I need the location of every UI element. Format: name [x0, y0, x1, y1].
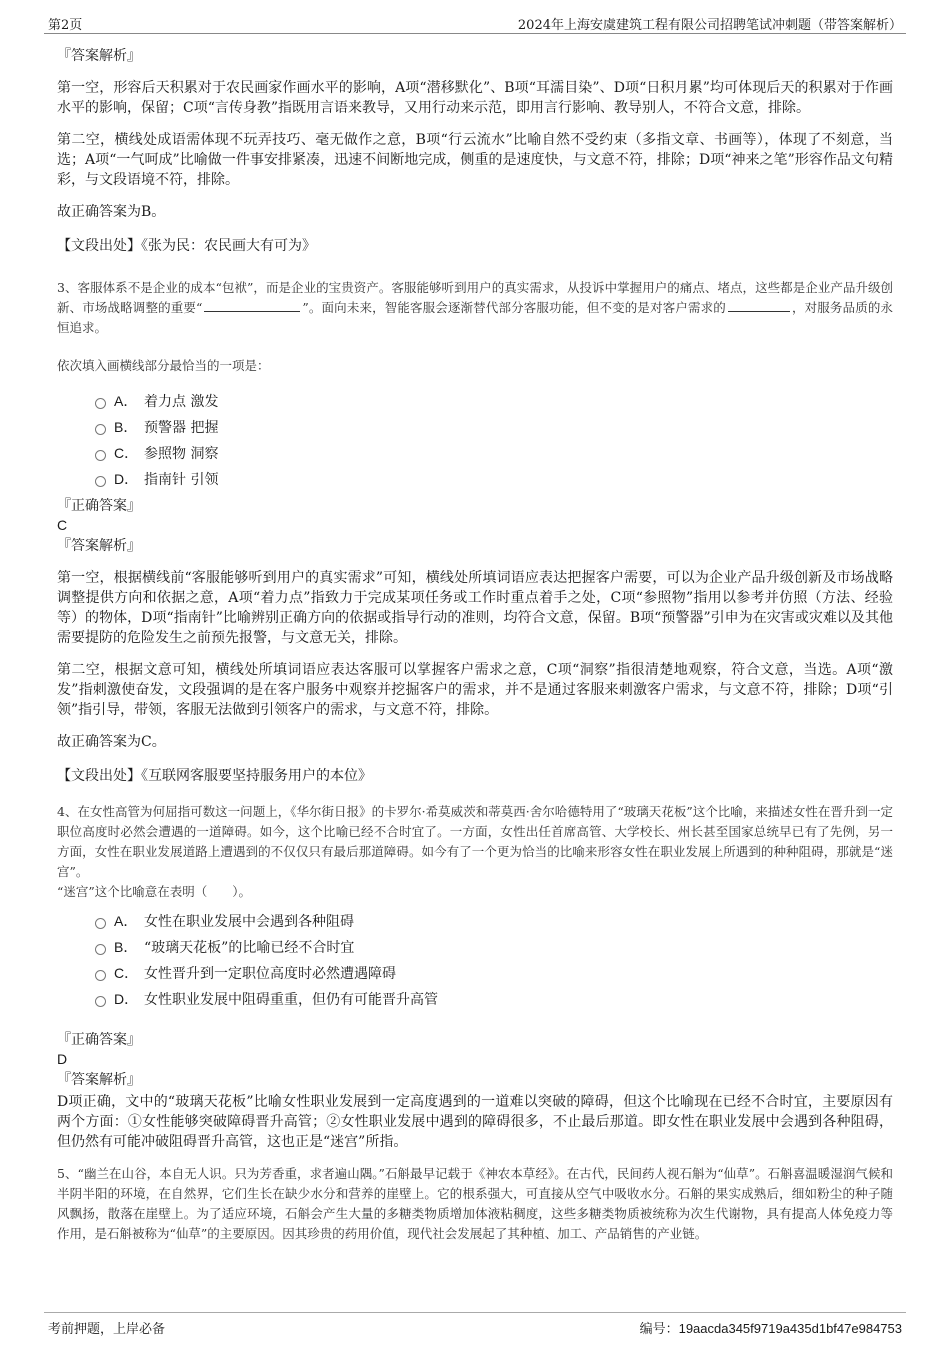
radio-icon[interactable] [95, 996, 106, 1007]
question-2-tail [57, 46, 893, 256]
analysis-label: 『答案解析』 [57, 538, 141, 554]
radio-icon[interactable] [95, 918, 106, 929]
document-title: 2024年上海安虞建筑工程有限公司招聘笔试冲刺题（带答案解析） [517, 18, 902, 33]
option-list [95, 388, 893, 492]
text-source: 【文段出处】《互联网客服要坚持服务用户的本位》 [57, 768, 372, 784]
footer-slogan: 考前押题，上岸必备 [48, 1322, 166, 1337]
analysis-paragraph: 第一空，形容后天积累对于农民画家作画水平的影响，A项“潜移默化”、B项“耳濡目染”、D项“日积月累”均可体现后天的积累对于作画水平的影响，保留；C项“言传身教”指既用言语来教导，又用行动来示范，即用言行影响、教导别人，不符合文意，排除。 [57, 80, 893, 116]
question-5 [57, 1164, 893, 1244]
question-4 [57, 802, 893, 1152]
analysis-paragraph: 第一空，根据横线前“客服能够听到用户的真实需求”可知，横线处所填词语应表达把握客户需要，可以为企业产品升级创新及市场战略调整提供方向和依据之意，A项“着力点”指致力于完成某项任务或工作时重点着手之处，C项“参照物”指用以参考并仿照（方法、经验等）的物体，D项“指南针”比喻辨别正确方向的依据或指导行动的准则，均符合文意，保留。B项“预警器”引申为在灾害或灾难以及其他需要提防的危险发生之前预先报警，与文意无关，排除。 [57, 570, 893, 646]
correct-answer: C [57, 517, 68, 533]
option-c[interactable]: C． 参照物 洞察 [95, 440, 893, 466]
page-number: 第2页 [48, 18, 83, 33]
radio-icon[interactable] [95, 424, 106, 435]
option-b[interactable]: B． “玻璃天花板”的比喻已经不合时宜 [95, 934, 893, 960]
option-a[interactable]: A． 着力点 激发 [95, 388, 893, 414]
option-c[interactable]: C． 女性晋升到一定职位高度时必然遭遇障碍 [95, 960, 893, 986]
question-3 [57, 278, 893, 786]
radio-icon[interactable] [95, 476, 106, 487]
document-code: 编号：19aacda345f9719a435d1bf47e984753 [639, 1321, 902, 1337]
document-body [57, 40, 893, 1244]
text-source: 【文段出处】《张为民：农民画大有可为》 [57, 238, 316, 254]
answer-conclusion: 故正确答案为B。 [57, 204, 166, 220]
radio-icon[interactable] [95, 398, 106, 409]
answer-conclusion: 故正确答案为C。 [57, 734, 166, 750]
analysis-label: 『答案解析』 [57, 48, 141, 64]
radio-icon[interactable] [95, 450, 106, 461]
correct-answer-label: 『正确答案』 [57, 1032, 141, 1048]
option-a[interactable]: A． 女性在职业发展中会遇到各种阻碍 [95, 908, 893, 934]
option-b[interactable]: B． 预警器 把握 [95, 414, 893, 440]
page-header [44, 10, 906, 34]
radio-icon[interactable] [95, 944, 106, 955]
question-stem: 3、客服体系不是企业的成本“包袱”，而是企业的宝贵资产。客服能够听到用户的真实需求，从投诉中掌握用户的痛点、堵点，这些都是企业产品升级创新、市场战略调整的重要“ ”。面向未来，智能客服会逐渐替代部分客服功能，但不变的是对客户需求的 ，对服务品质的永恒追求。 [57, 280, 893, 335]
analysis-label: 『答案解析』 [57, 1072, 141, 1088]
analysis-paragraph: 第二空，根据文意可知，横线处所填词语应表达客服可以掌握客户需求之意，C项“洞察”指很清楚地观察，符合文意，当选。A项“激发”指刺激使奋发，文段强调的是在客户服务中观察并挖掘客户的需求，并不是通过客服来刺激客户需求，与文意不符，排除；D项“引领”指引导，带领，客服无法做到引领客户的需求，与文意不符，排除。 [57, 662, 893, 718]
correct-answer: D [57, 1051, 68, 1067]
question-prompt: “迷宫”这个比喻意在表明（ ）。 [57, 884, 252, 899]
fill-blank [728, 300, 790, 312]
page-footer [44, 1312, 906, 1336]
option-d[interactable]: D． 指南针 引领 [95, 466, 893, 492]
option-d[interactable]: D． 女性职业发展中阻碍重重，但仍有可能晋升高管 [95, 986, 893, 1012]
option-list [95, 908, 893, 1012]
fill-blank [204, 300, 300, 312]
question-prompt: 依次填入画横线部分最恰当的一项是： [57, 358, 270, 373]
analysis-paragraph: D项正确，文中的“玻璃天花板”比喻女性职业发展到一定高度遇到的一道难以突破的障碍，但这个比喻现在已经不合时宜，主要原因有两个方面：①女性能够突破障碍晋升高管；②女性职业发展中遇到的障碍很多，不止最后那道。即女性在职业发展中会遇到各种阻碍，但仍然有可能冲破阻碍晋升高管，这也正是“迷宫”所指。 [57, 1094, 893, 1150]
radio-icon[interactable] [95, 970, 106, 981]
question-stem: 5、“幽兰在山谷，本自无人识。只为芳香重，求者遍山隅。”石斛最早记载于《神农本草经》。在古代，民间药人视石斛为“仙草”。石斛喜温暖湿润气候和半阴半阳的环境，在自然界，它们生长在缺少水分和营养的崖壁上。它的根系强大，可直接从空气中吸收水分。石斛的果实成熟后，细如粉尘的种子随风飘扬，散落在崖壁上。为了适应环境，石斛会产生大量的多糖类物质增加体液粘稠度，这些多糖类物质被统称为次生代谢物，具有提高人体免疫力等作用，是石斛被称为“仙草”的主要原因。因其珍贵的药用价值，现代社会发展起了其种植、加工、产品销售的产业链。 [57, 1166, 893, 1241]
correct-answer-label: 『正确答案』 [57, 498, 141, 514]
question-stem: 4、在女性高管为何屈指可数这一问题上，《华尔街日报》的卡罗尔·希莫威茨和蒂莫西·舍尔哈德特用了“玻璃天花板”这个比喻，来描述女性在晋升到一定职位高度时必然会遭遇的一道障碍。如今，这个比喻已经不合时宜了。一方面，女性出任首席高管、大学校长、州长甚至国家总统早已有了先例，另一方面，女性在职业发展道路上遭遇到的不仅仅只有最后那道障碍。如今有了一个更为恰当的比喻来形容女性在职业发展上所遇到的种种阻碍，那就是“迷宫”。 [57, 804, 893, 879]
analysis-paragraph: 第二空，横线处成语需体现不玩弄技巧、毫无做作之意，B项“行云流水”比喻自然不受约束（多指文章、书画等），体现了不刻意，当选；A项“一气呵成”比喻做一件事安排紧凑，迅速不间断地完成，侧重的是速度快，与文意不符，排除；D项“神来之笔”形容作品文句精彩，与文段语境不符，排除。 [57, 132, 893, 188]
